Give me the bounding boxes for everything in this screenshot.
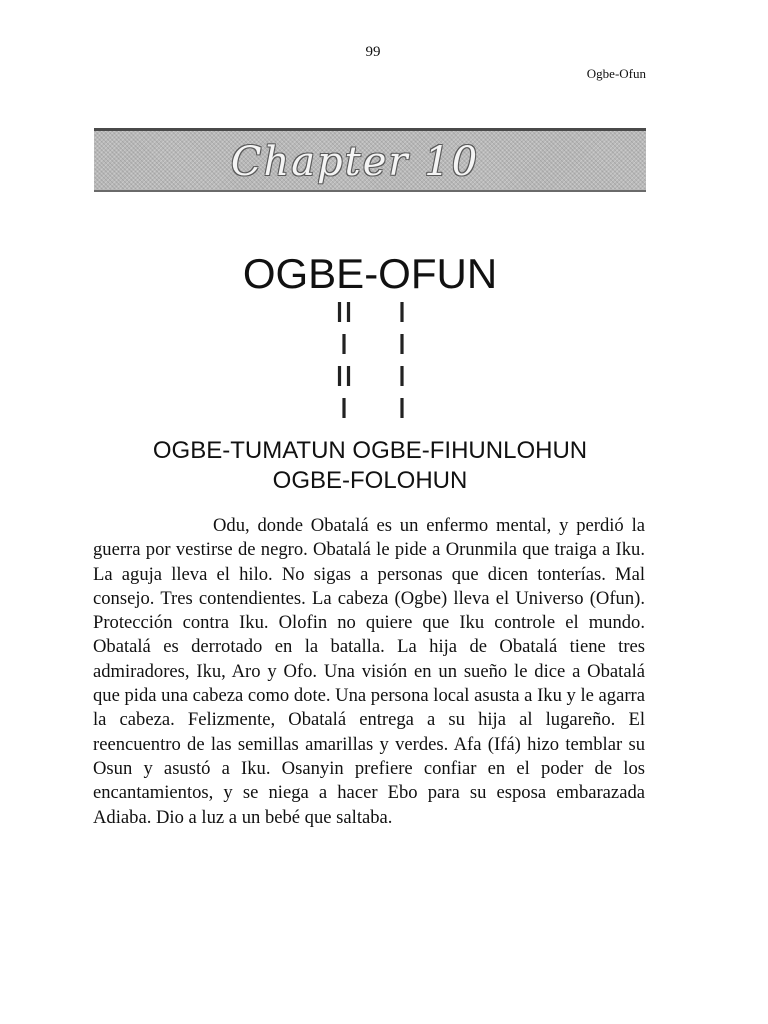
- odu-mark-row-4-left-1: [342, 398, 345, 418]
- odu-title: OGBE-OFUN: [242, 250, 498, 297]
- odu-mark-row-2-right-1: [400, 334, 403, 354]
- alternate-names-line-1: OGBE-TUMATUN OGBE-FIHUNLOHUN: [152, 437, 588, 464]
- running-header: Ogbe-Ofun: [586, 66, 646, 81]
- alternate-names-line-2: OGBE-FOLOHUN: [272, 467, 468, 494]
- odu-mark-row-1-left-1: [338, 302, 341, 322]
- alternate-names: [0, 436, 740, 496]
- odu-mark-row-1-left-2: [347, 302, 350, 322]
- odu-mark-row-4-right-1: [400, 398, 403, 418]
- odu-sign-graphic: [330, 298, 420, 424]
- odu-mark-row-1-right-1: [400, 302, 403, 322]
- odu-mark-row-3-left-2: [347, 366, 350, 386]
- odu-mark-row-3-right-1: [400, 366, 403, 386]
- body-paragraph: Odu, donde Obatalá es un enfermo mental, y perdió la guerra por vestirse de negro. Obatalá le pide a Orunmila que traiga a Iku. La aguja lleva el hilo. No sigas a personas que dicen tonterías. Mal consejo. Tres contendientes. La cabeza (Ogbe) lleva el Universo (Ofun). Protección contra Iku. Olofin no quiere que Iku controle el mundo. Obatalá es derrotado en la batalla. La hija de Obatalá tiene tres admiradores, Iku, Aro y Ofo. Una visión en un sueño le dice a Obatalá que pida una cabeza como dote. Una persona local asusta a Iku y le agarra la cabeza. Felizmente, Obatalá entrega a su hija al lugareño. El reencuentro de las semillas amarillas y verdes. Afa (Ifá) hizo temblar su Osun y asustó a Iku. Osanyin prefiere confiar en el poder de los encantamientos, y se niega a hacer Ebo para su esposa embarazada Adiaba. Dio a luz a un bebé que saltaba.: [93, 515, 645, 828]
- odu-mark-row-2-left-1: [342, 334, 345, 354]
- odu-sign: [330, 298, 420, 424]
- chapter-banner: [94, 128, 646, 192]
- chapter-label: Chapter 10: [230, 138, 480, 185]
- odu-mark-row-3-left-1: [338, 366, 341, 386]
- page-number: 99: [365, 44, 381, 60]
